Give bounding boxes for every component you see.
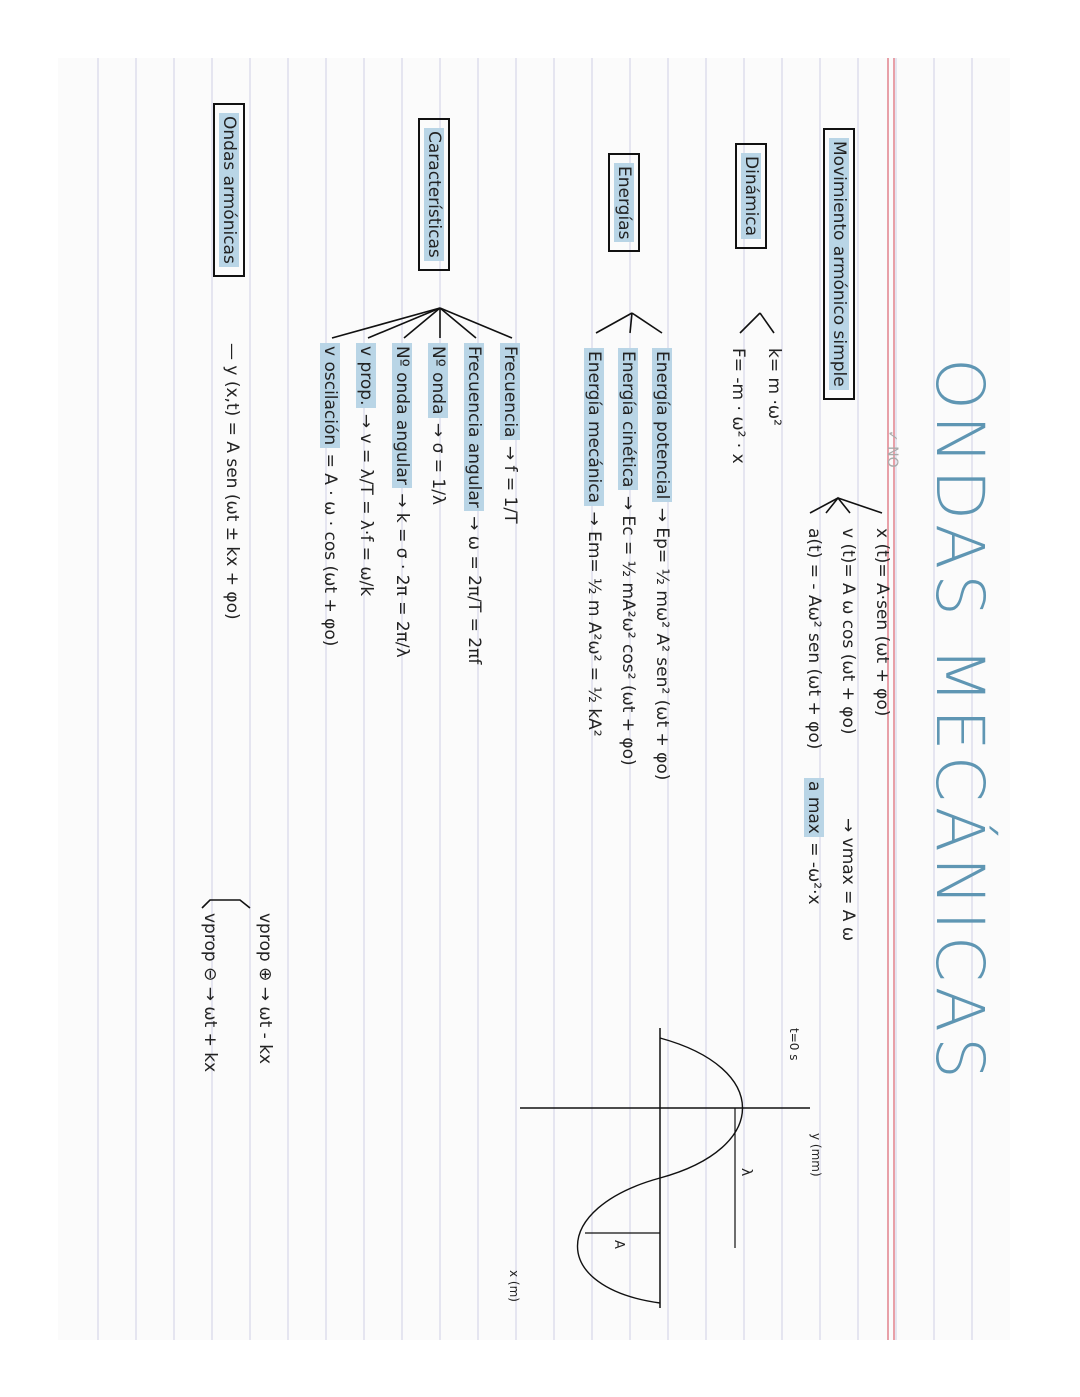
caracteristicas-item-eq: → v = λ/T = λ·f = ω/k bbox=[356, 413, 376, 597]
caracteristicas-item-eq: → k = σ · 2π = 2π/λ bbox=[392, 493, 412, 658]
mas-label: Movimiento armónico simple bbox=[829, 138, 849, 390]
graph-t-label: t=0 s bbox=[787, 1028, 801, 1061]
energias-ec-label: Energía cinética bbox=[618, 348, 638, 490]
ondas-equation: — y (x,t) = A sen (ωt ± kx + φo) bbox=[222, 343, 242, 620]
caracteristicas-label: Características bbox=[424, 128, 444, 261]
dinamica-label: Dinámica bbox=[741, 153, 761, 239]
mas-amax-label: a max bbox=[804, 778, 824, 837]
mas-x-equation: x (t)= A·sen (ωt + φo) bbox=[872, 528, 892, 717]
mas-v-equation: v (t)= A ω cos (ωt + φo) bbox=[838, 528, 858, 735]
energias-ep-label: Energía potencial bbox=[652, 348, 672, 502]
caracteristicas-item-label: Frecuencia bbox=[500, 343, 520, 440]
energias-em-equation: → Em= ½ m A²ω² = ½ kA² bbox=[584, 511, 604, 737]
page-title: ONDAS MECÁNICAS bbox=[921, 358, 998, 1084]
caracteristicas-item-eq: → ω = 2π/T = 2πf bbox=[464, 516, 484, 665]
energias-ec-equation: → Ec = ½ mA²ω² cos² (ωt + φo) bbox=[618, 495, 638, 766]
caracteristicas-item-label: v prop. bbox=[356, 343, 376, 408]
caracteristicas-item-eq: → σ = 1/λ bbox=[428, 422, 448, 505]
check-mark: ✓ NO bbox=[884, 430, 900, 468]
graph-y-label: y (mm) bbox=[809, 1133, 823, 1177]
wave-graph bbox=[500, 1008, 830, 1328]
energias-ep-equation: → Ep= ½ mω² A² sen² (ωt + φo) bbox=[652, 507, 672, 781]
notebook-page bbox=[58, 58, 1010, 1340]
mas-a-equation: a(t) = - Aω² sen (ωt + φo) bbox=[804, 528, 824, 750]
energias-em-label: Energía mecánica bbox=[584, 348, 604, 506]
graph-x-label: x (m) bbox=[507, 1270, 521, 1302]
caracteristicas-item-label: Nº onda angular bbox=[392, 343, 412, 488]
caracteristicas-item-label: Nº onda bbox=[428, 343, 448, 418]
caracteristicas-item-eq: = A · ω · cos (ωt + φo) bbox=[320, 453, 340, 647]
caracteristicas-item-label: Frecuencia angular bbox=[464, 343, 484, 511]
energias-label: Energías bbox=[614, 163, 634, 242]
ondas-vprop-negative: vprop ⊖ → ωt + kx bbox=[200, 913, 220, 1073]
caracteristicas-item-eq: → f = 1/T bbox=[500, 445, 520, 524]
mas-amax-equation: = -ω²·x bbox=[804, 842, 824, 905]
ondas-vprop-positive: vprop ⊕ → ωt - kx bbox=[255, 913, 275, 1065]
dinamica-k-equation: k= m ·ω² bbox=[764, 348, 784, 426]
rotated-notes bbox=[58, 58, 1010, 1340]
graph-amplitude-label: A bbox=[611, 1240, 626, 1249]
graph-lambda-label: λ bbox=[738, 1168, 754, 1177]
mas-vmax: → vmax = A ω bbox=[838, 818, 858, 942]
ondas-label: Ondas armónicas bbox=[219, 113, 239, 267]
dinamica-f-equation: F= -m · ω² · x bbox=[728, 348, 748, 464]
caracteristicas-item-label: v oscilación bbox=[320, 343, 340, 448]
